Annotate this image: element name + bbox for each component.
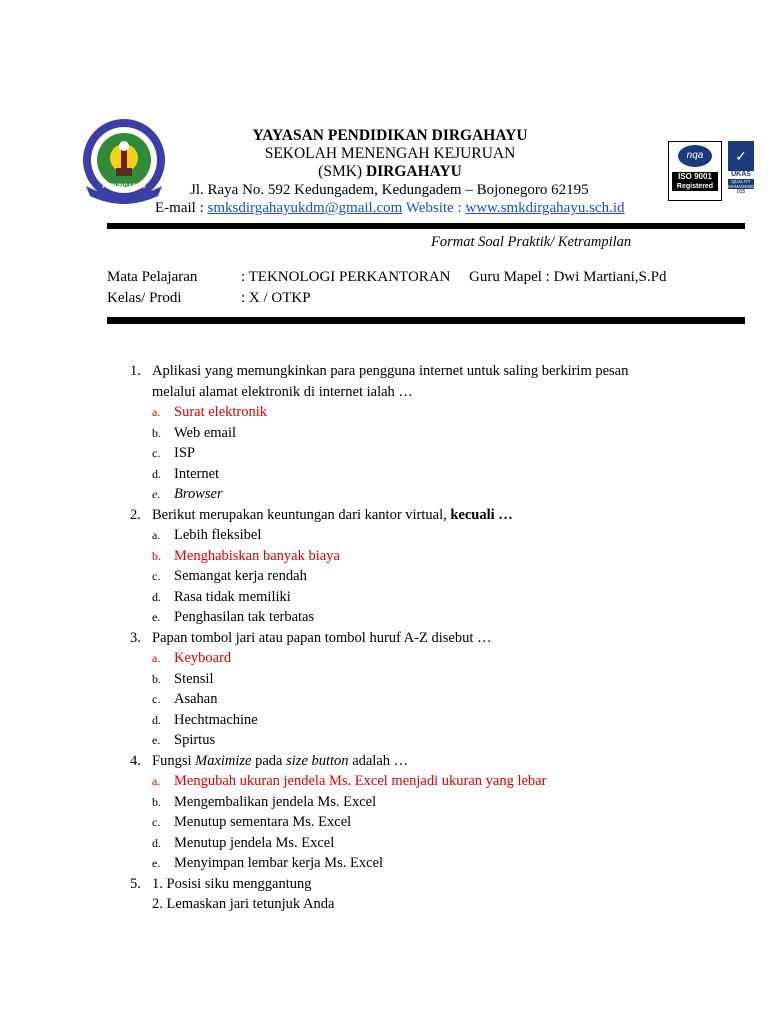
option-text: Internet (174, 465, 220, 482)
option-text: Mengembalikan jendela Ms. Excel (174, 793, 377, 810)
ukas-subtitle: QUALITY MANAGEMENT (728, 179, 761, 189)
question-4 (130, 751, 750, 772)
question-number: 3. (130, 629, 141, 646)
option-letter: e. (152, 733, 161, 747)
question-number: 2. (130, 506, 141, 523)
ukas-label: UKAS (731, 171, 751, 178)
option-2d (130, 587, 750, 608)
option-text: Menyimpan lembar kerja Ms. Excel (174, 855, 383, 871)
option-1c (130, 443, 750, 464)
school-logo (80, 118, 168, 206)
option-text: Keyboard (174, 650, 232, 666)
teacher-name: Guru Mapel : Dwi Martiani,S.Pd (469, 269, 667, 285)
subject-label: Mata Pelajaran (107, 269, 198, 285)
option-text: Rasa tidak memiliki (174, 588, 291, 605)
option-letter: b. (152, 671, 161, 686)
question-list (130, 361, 750, 915)
nqa-badge: nqa (678, 145, 712, 167)
option-letter: d. (152, 589, 161, 604)
iso-label: ISO 9001 (672, 172, 718, 182)
format-title: Format Soal Praktik/ Ketrampilan (431, 234, 632, 250)
option-text: Penghasilan tak terbatas (174, 609, 315, 625)
question-text: Papan tombol jari atau papan tombol huruf A-Z disebut … (152, 629, 492, 646)
option-text: Menghabiskan banyak biaya (174, 547, 340, 564)
meta-divider (107, 317, 745, 324)
option-letter: b. (152, 425, 161, 440)
website-label: Website : (402, 200, 466, 216)
question-term: Maximize (195, 752, 252, 769)
question-number: 5. (130, 875, 141, 892)
option-letter: c. (152, 692, 161, 706)
website-link[interactable]: www.smkdirgahayu.sch.id (465, 200, 625, 216)
option-text: Mengubah ukuran jendela Ms. Excel menjadi ukuran yang lebar (174, 773, 547, 789)
header-divider (107, 223, 745, 229)
email-link[interactable]: smksdirgahayukdm@gmail.com (207, 200, 403, 216)
question-text: adalah … (348, 752, 409, 769)
option-text: ISP (174, 445, 195, 461)
option-2a (130, 525, 750, 546)
question-number: 4. (130, 752, 141, 769)
contact-line (155, 199, 625, 217)
question-text: Fungsi (152, 752, 196, 769)
question-3 (130, 628, 750, 649)
question-1 (130, 361, 750, 382)
option-1b (130, 423, 750, 444)
school-type: SEKOLAH MENENGAH KEJURUAN (264, 145, 516, 162)
option-text: Stensil (174, 670, 214, 687)
option-3c (130, 689, 750, 710)
option-text: Hechtmachine (174, 711, 258, 728)
class-value: : X / OTKP (241, 290, 311, 306)
school-name: DIRGAHAYU (365, 163, 462, 180)
certification-logos (668, 141, 760, 205)
option-text: Spirtus (174, 732, 216, 748)
option-letter: e. (152, 487, 161, 501)
option-2e (130, 607, 750, 628)
question-1-line2: melalui alamat elektronik di internet ialah … (152, 383, 413, 400)
option-letter: d. (152, 835, 161, 850)
school-address: Jl. Raya No. 592 Kedungadem, Kedungadem – Bojonegoro 62195 (190, 182, 589, 198)
question-number: 1. (130, 363, 141, 379)
option-4a (130, 771, 750, 792)
option-letter: b. (152, 548, 161, 563)
option-text: Lebih fleksibel (174, 527, 262, 543)
option-letter: c. (152, 569, 161, 583)
option-3e (130, 730, 750, 751)
question-5-step-2: 2. Lemaskan jari tetunjuk Anda (152, 896, 335, 912)
option-4c (130, 812, 750, 833)
question-step: 1. Posisi siku menggantung (152, 875, 312, 892)
subject-value: : TEKNOLOGI PERKANTORAN (241, 269, 451, 285)
option-3b (130, 669, 750, 690)
class-label: Kelas/ Prodi (107, 290, 182, 306)
option-letter: e. (152, 856, 161, 870)
foundation-name: YAYASAN PENDIDIKAN DIRGAHAYU (252, 127, 528, 144)
question-text: pada (251, 752, 287, 769)
school-prefix: (SMK) (318, 163, 366, 180)
option-letter: d. (152, 712, 161, 727)
option-letter: a. (152, 774, 161, 788)
ukas-number: 015 (736, 189, 746, 195)
question-text: Aplikasi yang memungkinkan para pengguna internet untuk saling berkirim pesan (152, 363, 629, 379)
registered-label: Registered (672, 182, 718, 191)
option-letter: a. (152, 651, 161, 665)
ukas-shield-icon: ✓ (728, 141, 754, 171)
option-text: Surat elektronik (174, 404, 268, 420)
option-letter: c. (152, 815, 161, 829)
email-label: E-mail : (155, 200, 208, 216)
option-1e (130, 484, 750, 505)
option-4e (130, 853, 750, 874)
option-letter: a. (152, 528, 161, 542)
option-letter: c. (152, 446, 161, 460)
option-text: Menutup sementara Ms. Excel (174, 814, 352, 830)
option-text: Browser (174, 486, 223, 502)
question-term: size button (286, 752, 349, 769)
option-letter: b. (152, 794, 161, 809)
option-2b (130, 546, 750, 567)
option-3a (130, 648, 750, 669)
option-letter: d. (152, 466, 161, 481)
option-1a (130, 402, 750, 423)
school-title (180, 163, 600, 181)
option-4d (130, 833, 750, 854)
option-text: Semangat kerja rendah (174, 568, 307, 584)
ukas-logo (726, 141, 761, 203)
option-text: Asahan (174, 691, 218, 707)
question-text: Berikut merupakan keuntungan dari kantor virtual, (152, 506, 451, 523)
option-3d (130, 710, 750, 731)
option-4b (130, 792, 750, 813)
option-letter: a. (152, 405, 161, 419)
question-emphasis: kecuali … (450, 506, 513, 523)
option-letter: e. (152, 610, 161, 624)
question-5 (130, 874, 750, 895)
option-2c (130, 566, 750, 587)
option-1d (130, 464, 750, 485)
option-text: Web email (174, 424, 237, 441)
option-text: Menutup jendela Ms. Excel (174, 834, 335, 851)
iso-certificate-logo (668, 141, 722, 201)
question-2 (130, 505, 750, 526)
logo-caption: PEDUNGADEM (102, 184, 146, 190)
